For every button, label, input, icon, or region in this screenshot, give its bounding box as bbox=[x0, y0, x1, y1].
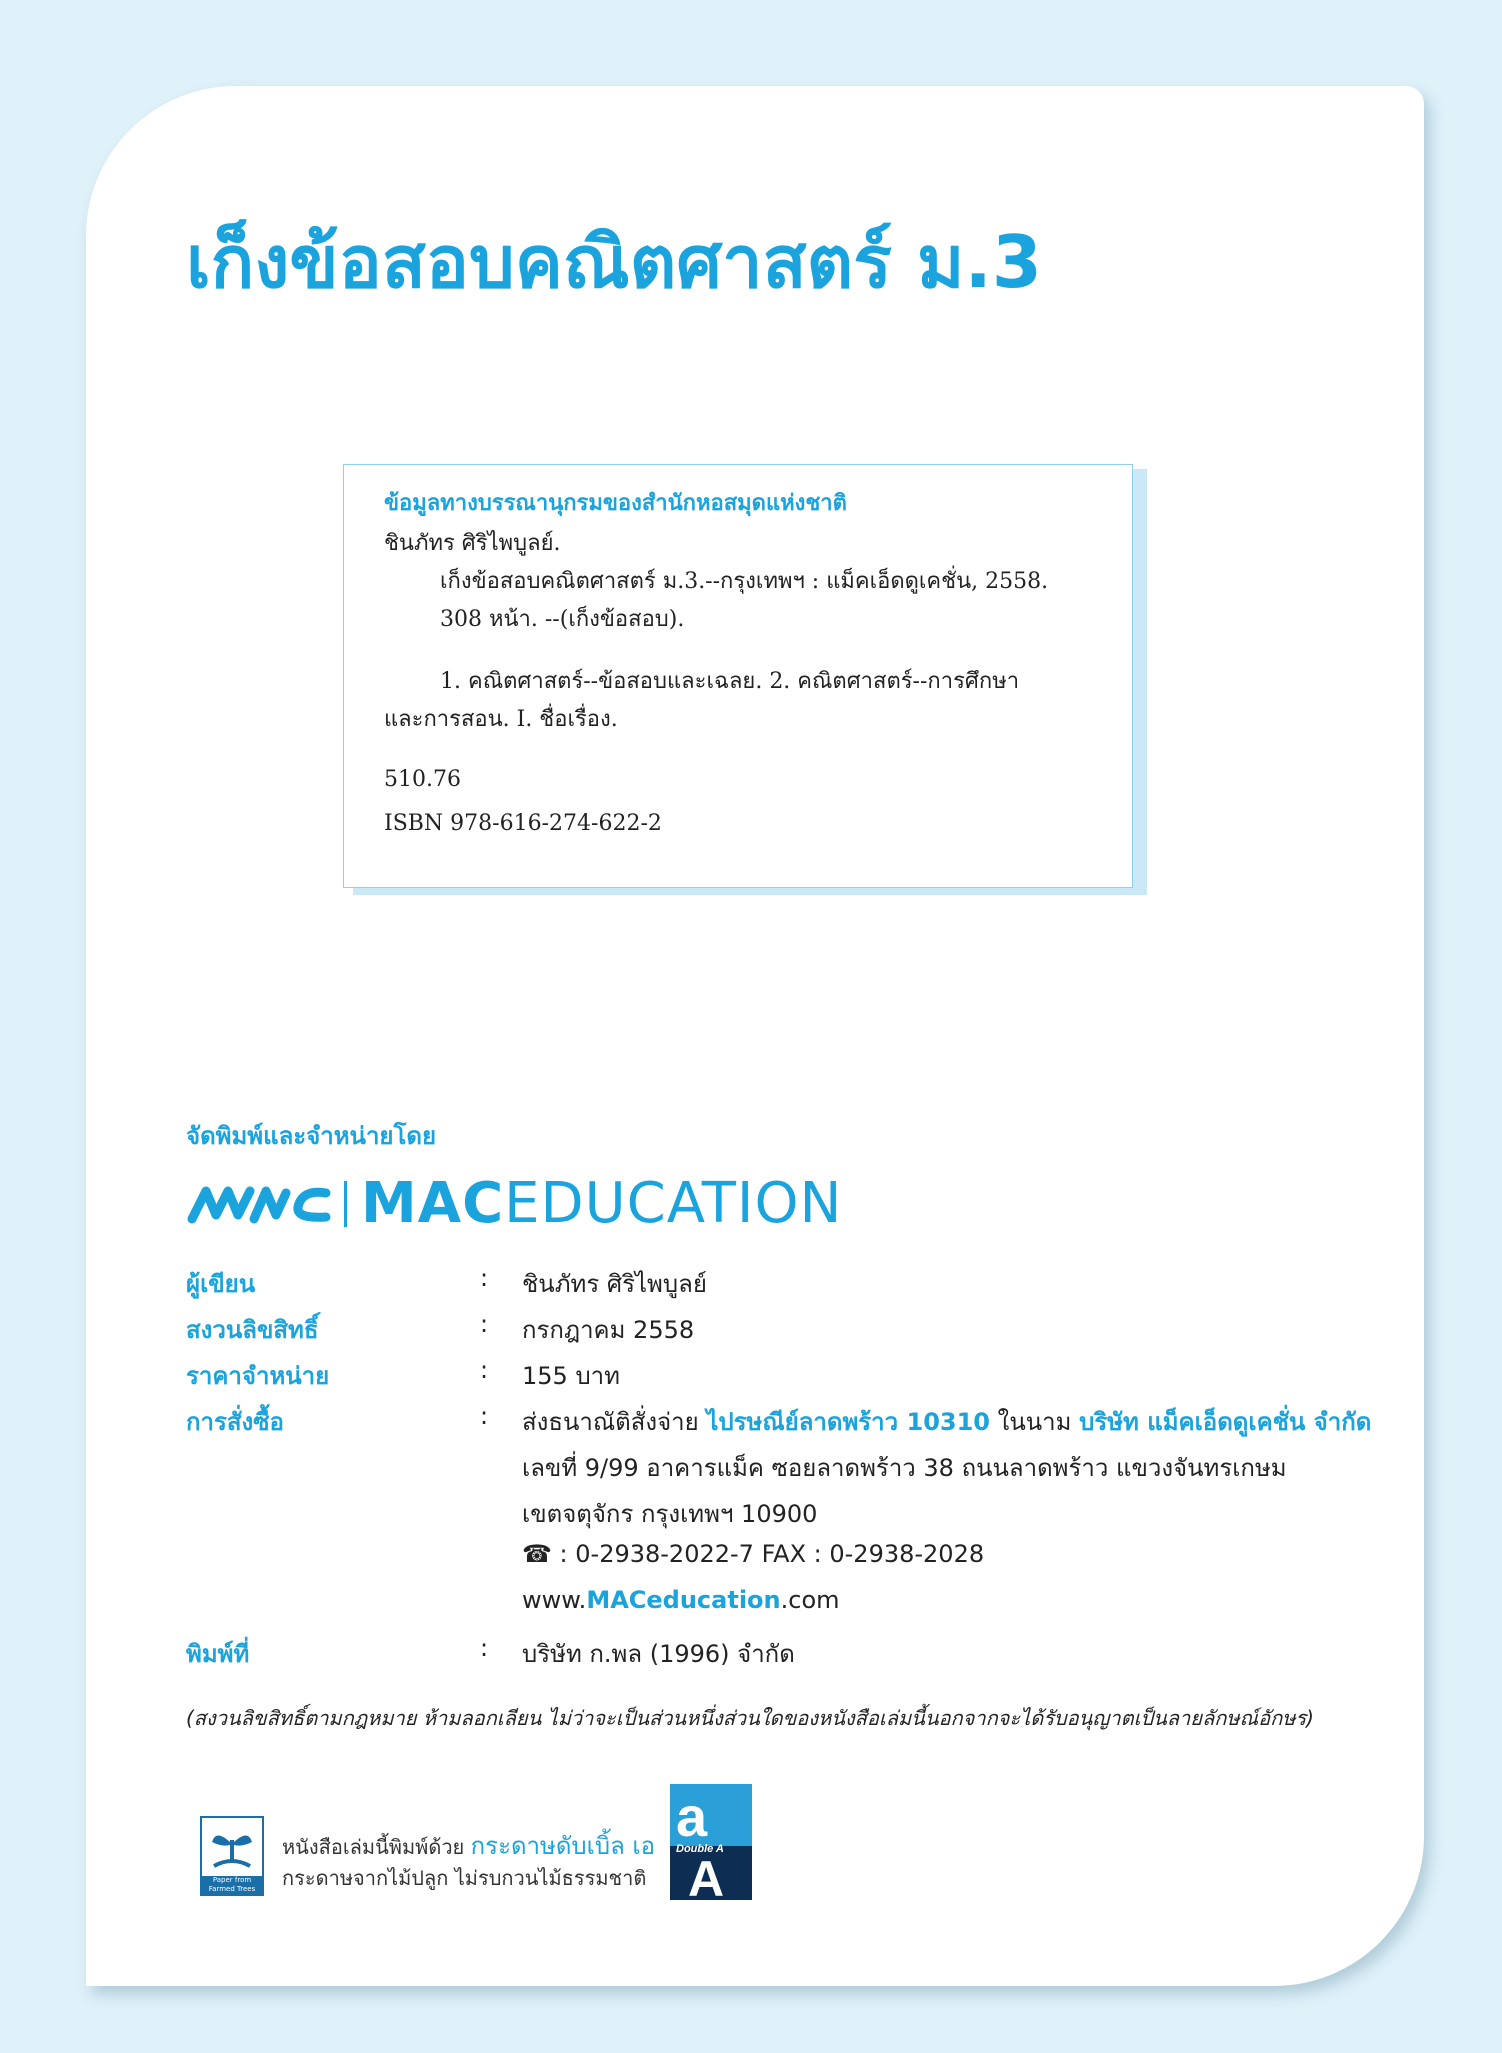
paper-line-2: กระดาษจากไม้ปลูก ไม่รบกวนไม้ธรรมชาติ bbox=[282, 1866, 647, 1890]
paper-brand: กระดาษดับเบิ้ล เอ bbox=[470, 1832, 656, 1860]
order-value bbox=[522, 1402, 1371, 1441]
farmed-trees-badge bbox=[200, 1816, 264, 1896]
cip-author: ชินภัทร ศิริไพบูลย์. bbox=[384, 531, 561, 556]
colon: : bbox=[480, 1310, 489, 1338]
website-link[interactable] bbox=[522, 1586, 840, 1614]
colon: : bbox=[480, 1356, 489, 1384]
logo-wordmark bbox=[361, 1171, 842, 1236]
address-line-2: เขตจตุจักร กรุงเทพฯ 10900 bbox=[522, 1500, 818, 1528]
cip-heading: ข้อมูลทางบรรณานุกรมของสำนักหอสมุดแห่งชาติ bbox=[384, 490, 847, 516]
book-title: เก็งข้อสอบคณิตศาสตร์ ม.3 bbox=[186, 220, 1042, 304]
logo-mac: MAC bbox=[361, 1171, 505, 1236]
svg-text:A: A bbox=[688, 1851, 725, 1900]
cip-classification: 510.76 bbox=[384, 767, 461, 792]
svg-text:a: a bbox=[676, 1785, 708, 1848]
phone-icon: ☎ bbox=[522, 1540, 552, 1568]
printer-value: บริษัท ก.พล (1996) จำกัด bbox=[522, 1640, 795, 1668]
author-value: ชินภัทร ศิริไพบูลย์ bbox=[522, 1270, 707, 1298]
paper-line-1 bbox=[282, 1832, 656, 1860]
printer-label: พิมพ์ที่ bbox=[186, 1640, 250, 1668]
logo-divider bbox=[344, 1181, 347, 1227]
colon: : bbox=[480, 1402, 489, 1430]
paper-badge-label: Paper from Farmed Trees bbox=[202, 1876, 262, 1894]
paper-prefix: หนังสือเล่มนี้พิมพ์ด้วย bbox=[282, 1835, 465, 1859]
cip-isbn: ISBN 978-616-274-622-2 bbox=[384, 811, 662, 836]
double-a-logo-icon bbox=[670, 1784, 752, 1900]
logo-education: EDUCATION bbox=[504, 1171, 843, 1236]
order-text-2: ในนาม bbox=[997, 1408, 1072, 1436]
cip-subjects-line-2: และการสอน. I. ชื่อเรื่อง. bbox=[384, 707, 618, 732]
copyright-label: สงวนลิขสิทธิ์ bbox=[186, 1316, 319, 1344]
publisher-label: จัดพิมพ์และจำหน่ายโดย bbox=[186, 1122, 437, 1150]
url-suffix: .com bbox=[780, 1586, 840, 1614]
order-label: การสั่งซื้อ bbox=[186, 1408, 284, 1436]
order-company: บริษัท แม็คเอ็ดดูเคชั่น จำกัด bbox=[1079, 1408, 1372, 1436]
price-value: 155 บาท bbox=[522, 1362, 620, 1390]
paper-footer bbox=[200, 1784, 900, 1924]
colon: : bbox=[480, 1634, 489, 1662]
copyright-value: กรกฎาคม 2558 bbox=[522, 1316, 695, 1344]
phone-numbers: : 0-2938-2022-7 FAX : 0-2938-2028 bbox=[559, 1540, 985, 1568]
price-label: ราคาจำหน่าย bbox=[186, 1362, 330, 1390]
phone-value bbox=[522, 1540, 984, 1568]
url-prefix: www. bbox=[522, 1586, 587, 1614]
plant-icon bbox=[202, 1818, 262, 1876]
cip-pages-line: 308 หน้า. --(เก็งข้อสอบ). bbox=[440, 607, 685, 632]
order-text-1: ส่งธนาณัติสั่งจ่าย bbox=[522, 1408, 699, 1436]
order-post-office: ไปรษณีย์ลาดพร้าว 10310 bbox=[706, 1408, 990, 1436]
double-a-label: Double A bbox=[676, 1843, 724, 1855]
colon: : bbox=[480, 1264, 489, 1292]
cip-box bbox=[343, 464, 1133, 888]
address-line-1: เลขที่ 9/99 อาคารแม็ค ซอยลาดพร้าว 38 ถนนลาดพร้าว แขวงจันทรเกษม bbox=[522, 1454, 1287, 1482]
url-brand: MACeducation bbox=[586, 1586, 781, 1614]
cip-subjects-line: 1. คณิตศาสตร์--ข้อสอบและเฉลย. 2. คณิตศาสตร์--การศึกษา bbox=[440, 669, 1020, 694]
paper-text bbox=[282, 1826, 656, 1890]
cip-title-line: เก็งข้อสอบคณิตศาสตร์ ม.3.--กรุงเทพฯ : แม็คเอ็ดดูเคชั่น, 2558. bbox=[440, 569, 1049, 594]
copyright-note: (สงวนลิขสิทธิ์ตามกฎหมาย ห้ามลอกเลียน ไม่ว่าจะเป็นส่วนหนึ่งส่วนใดของหนังสือเล่มนี้นอกจากจะได้รับอนุญาตเป็นลายลักษณ์อักษร) bbox=[186, 1706, 1314, 1730]
mac-logo-mark-icon bbox=[186, 1181, 336, 1227]
mac-education-logo bbox=[186, 1171, 842, 1236]
page-sheet bbox=[86, 86, 1424, 1986]
author-label: ผู้เขียน bbox=[186, 1270, 256, 1298]
